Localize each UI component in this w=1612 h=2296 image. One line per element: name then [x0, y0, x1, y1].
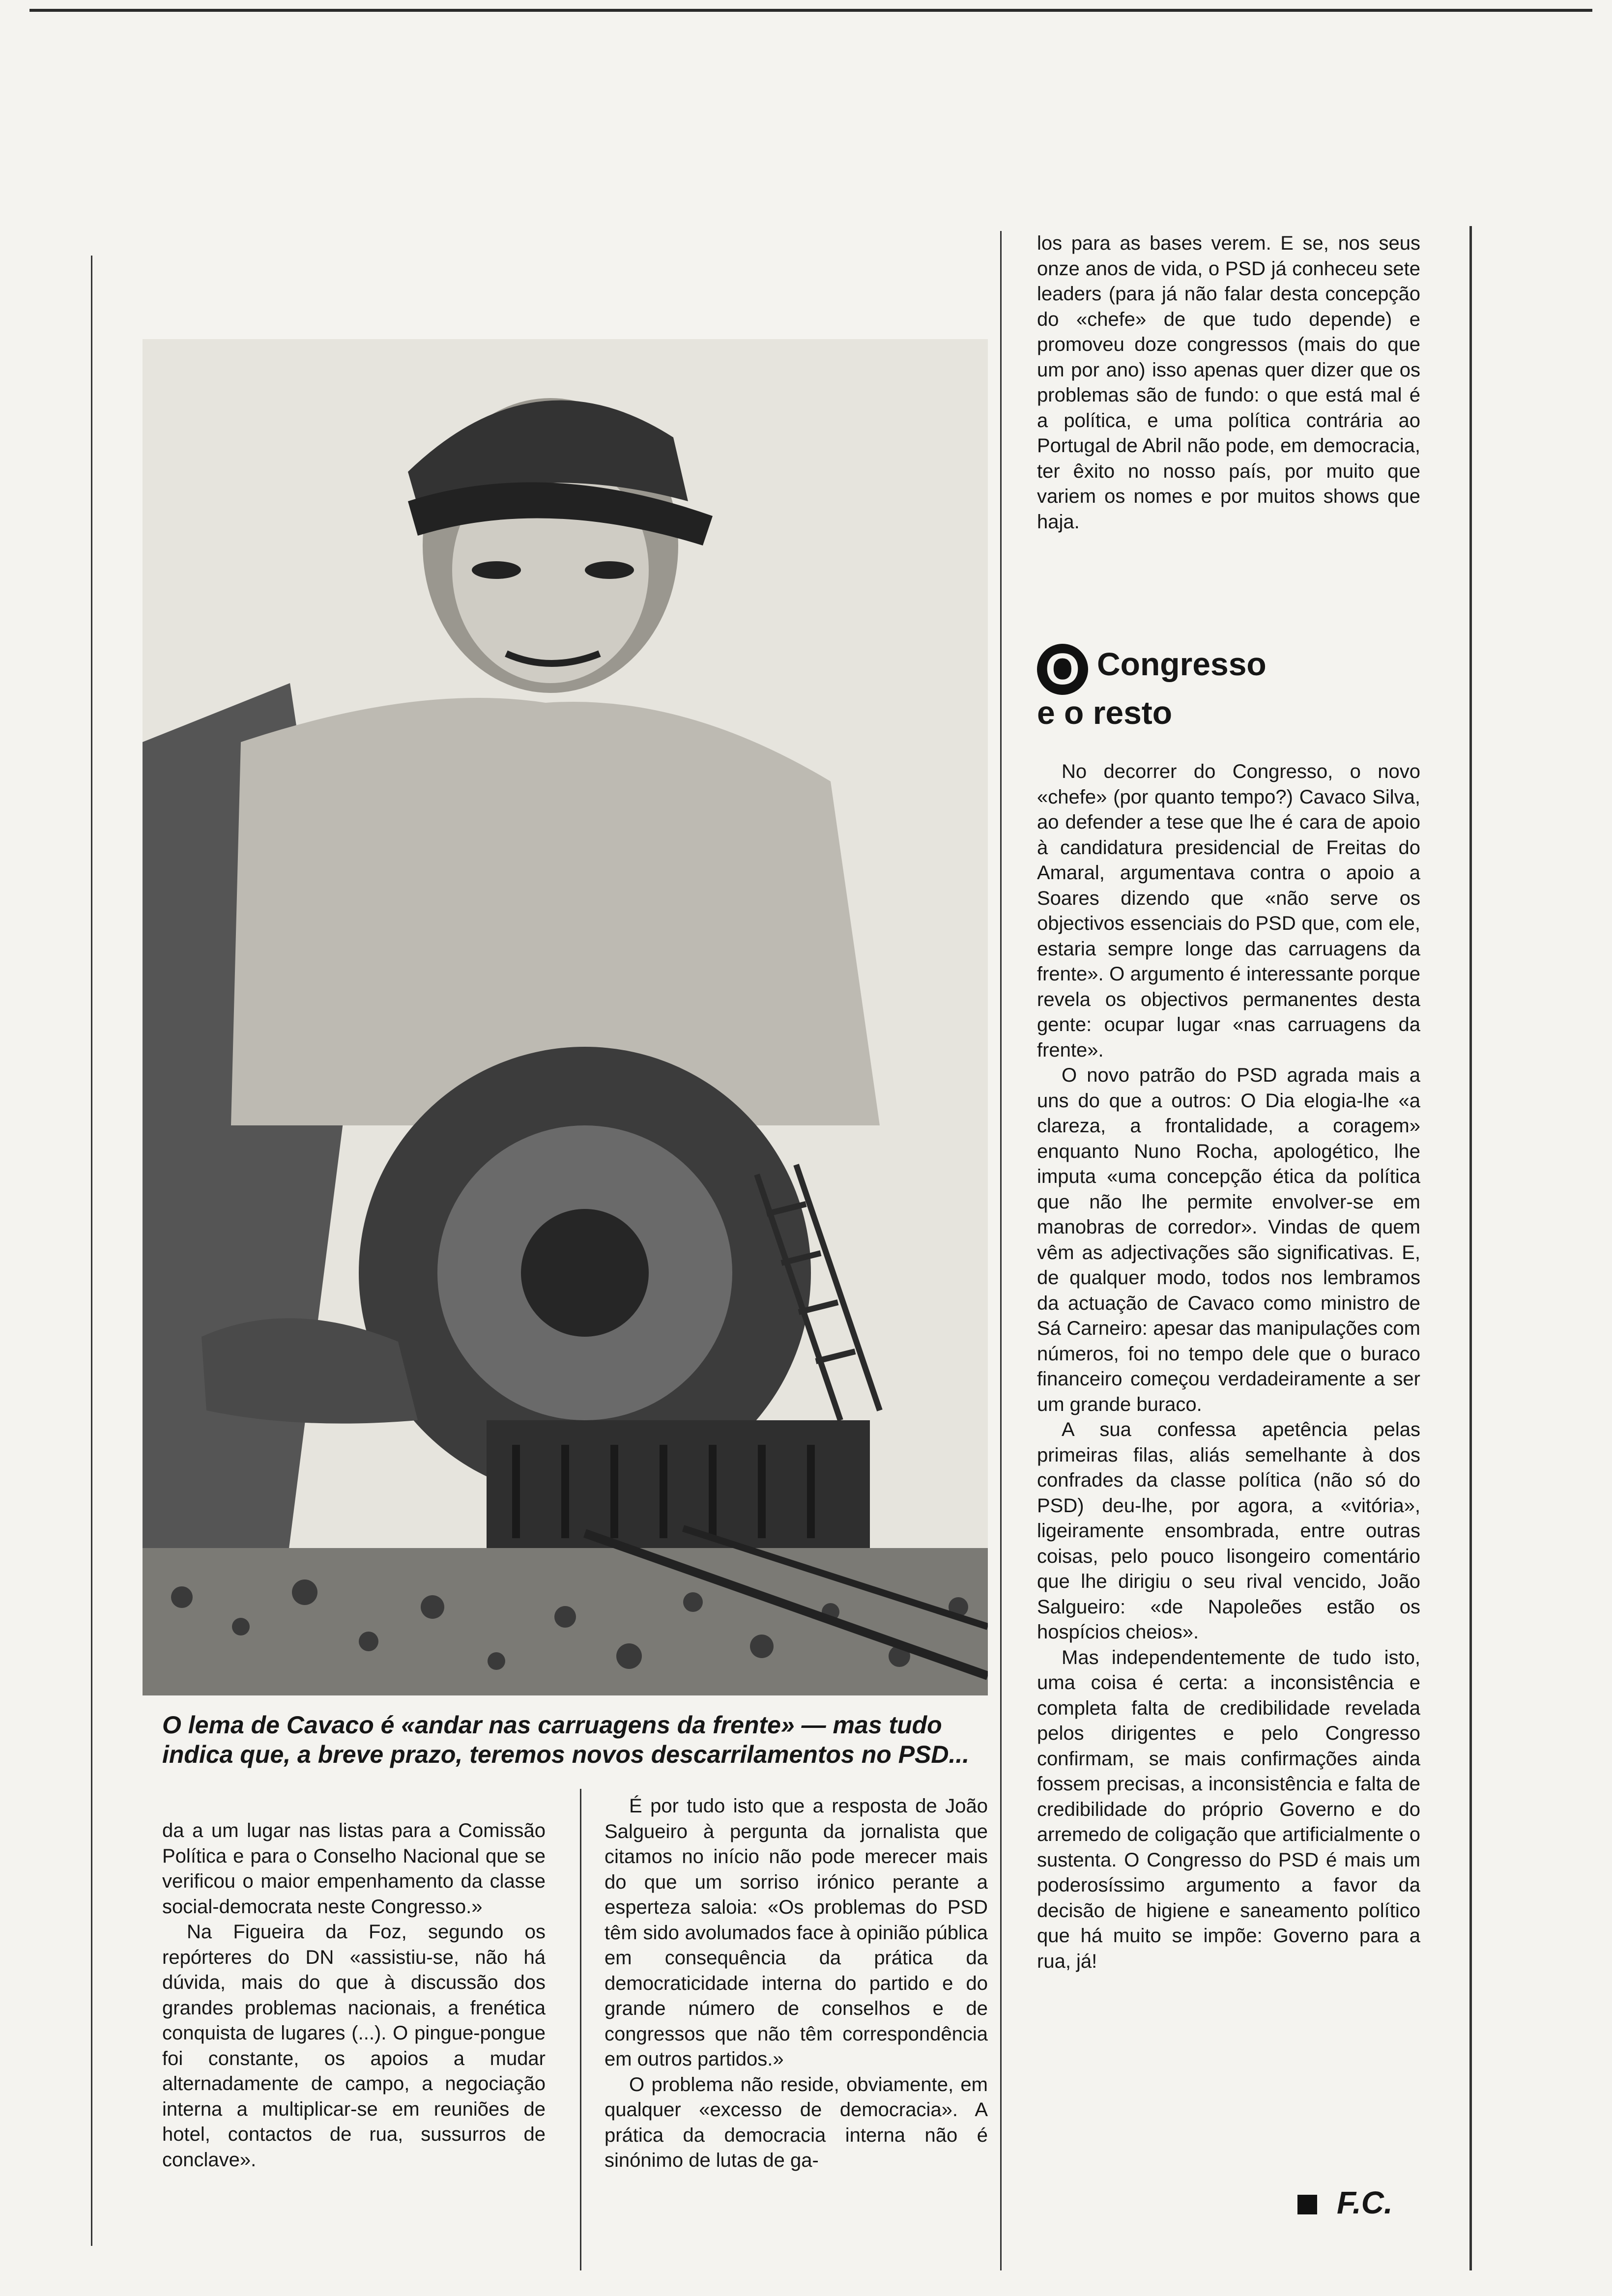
photo-cavaco-locomotive [143, 339, 988, 1695]
column-left [162, 1818, 546, 2173]
paragraph: da a um lugar nas listas para a Comissão Política e para o Conselho Nacional que se verificou o maior empenhamento da classe social-democrata neste Congresso.» [162, 1820, 546, 1918]
top-rule [29, 9, 1592, 12]
paragraph: A sua confessa apetência pelas primeiras filas, aliás semelhante à dos confrades da classe política (não só do PSD) deu-lhe, por agora, a «vitória», ligeiramente ensombrada, entre outras coisas, pelo pouco lisongeiro comentário que lhe dirigiu o seu rival vencido, João Salgueiro: «de Napoleões estão os hospícios cheios». [1037, 1419, 1420, 1643]
column-middle [604, 1794, 988, 2174]
column-rule [91, 256, 92, 2246]
column-right [1037, 759, 1420, 1974]
column-rule [580, 1789, 581, 2270]
paragraph: O novo patrão do PSD agrada mais a uns do que a outros: O Dia elogia-lhe «a clareza, a frontalidade, a coragem» enquanto Nuno Rocha, apologético, lhe imputa «uma concepção ética da política que não lhe permite envolver-se em manobras de corredor». Vindas de quem vêm as adjectivações são significativas. E, de qualquer modo, todos nos lembramos da actuação de Cavaco como ministro de Sá Carneiro: apesar das manipulações com números, foi no tempo dele que o buraco financeiro começou verdadeiramente a ser um grande buraco. [1037, 1064, 1420, 1415]
end-square-icon [1297, 2195, 1317, 2214]
heading-line2: e o resto [1037, 694, 1173, 731]
paragraph: O problema não reside, obviamente, em qualquer «excesso de democracia». A prática da democracia interna não é sinónimo de lutas de ga- [604, 2073, 988, 2171]
column-top-right [1037, 231, 1420, 535]
paragraph: Na Figueira da Foz, segundo os repórteres do DN «assistiu-se, não há dúvida, mais do que à discussão dos grandes problemas nacionais, a frenética conquista de lugares (...). O pingue-pongue foi constante, os apoios a mudar alternadamente de campo, a negociação interna a multiplicar-se em reuniões de hotel, contactos de rua, sussurros de conclave». [162, 1921, 546, 2171]
paragraph: Mas independentemente de tudo isto, uma coisa é certa: a inconsistência e completa falta de credibilidade revelada pelos dirigentes e pelo Congresso confirmam, se mais confirmações ainda fossem precisas, a inconsistência e falta de credibilidade do próprio Governo e do arremedo de coligação que artificialmente o sustenta. O Congresso do PSD é mais um poderosíssimo argumento a favor da decisão de higiene e saneamento político que há muito se impõe: Governo para a rua, já! [1037, 1646, 1420, 1972]
heading-initial: O [1037, 644, 1088, 695]
column-rule [1000, 231, 1002, 2270]
author-initials: F.C. [1337, 2185, 1393, 2220]
signature [1297, 2184, 1393, 2221]
photo-caption: O lema de Cavaco é «andar nas carruagens da frente» — mas tudo indica que, a breve prazo, teremos novos descarrilamentos no PSD... [162, 1711, 970, 1768]
heading-word: Congresso [1097, 646, 1267, 682]
photo-illustration [143, 339, 988, 1695]
paragraph: los para as bases verem. E se, nos seus onze anos de vida, o PSD já conheceu sete leaders (para já não falar desta concepção do «chefe» de que tudo depende) e promoveu doze congressos (mais do que um por ano) isso apenas quer dizer que os problemas são de fundo: o que está mal é a política, e uma política contrária ao Portugal de Abril não pode, em democracia, ter êxito no nosso país, por muito que variem os nomes e por muitos shows que haja. [1037, 232, 1420, 533]
paragraph: No decorrer do Congresso, o novo «chefe» (por quanto tempo?) Cavaco Silva, ao defender a tese que lhe é cara de apoio à candidatura presidencial de Freitas do Amaral, argumentava contra o apoio a Soares dizendo que «não serve os objectivos essenciais do PSD que, com ele, estaria sempre longe das carruagens da frente». O argumento é interessante porque revela os objectivos permanentes desta gente: ocupar lugar «nas carruagens da frente». [1037, 761, 1420, 1061]
column-rule [1469, 226, 1472, 2270]
paragraph: É por tudo isto que a resposta de João Salgueiro à pergunta da jornalista que citamos no início não pode merecer mais do que um sorriso irónico perante a esperteza saloia: «Os problemas do PSD têm sido avolumados face à opinião pública em consequência da prática da democraticidade interna do partido e do grande número de conselhos e de congressos que não têm correspondência em outros partidos.» [604, 1795, 988, 2070]
section-heading [1037, 644, 1479, 730]
